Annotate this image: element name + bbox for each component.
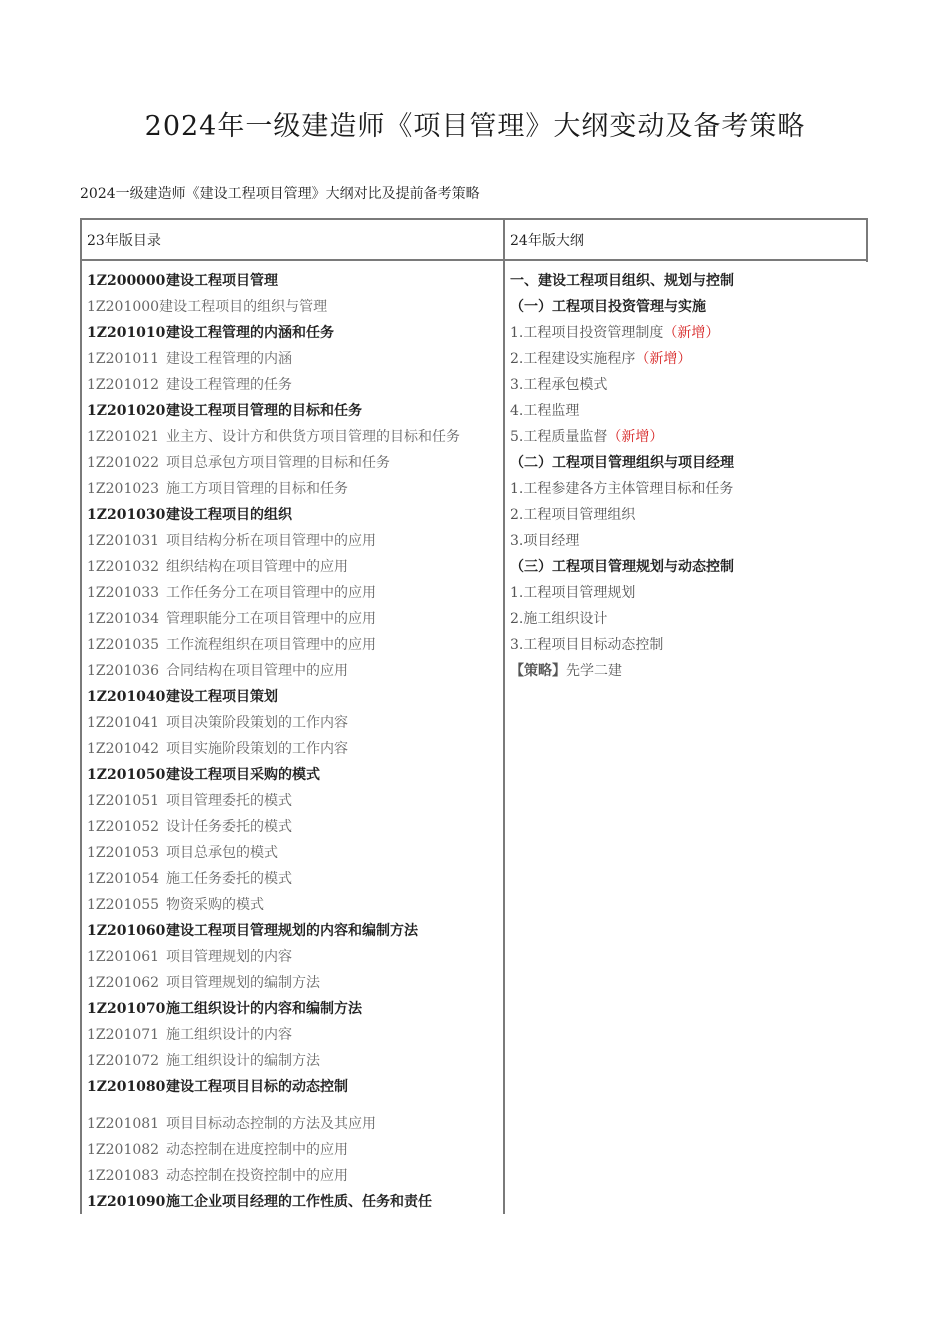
outline-row [510,606,734,632]
catalog-code: 1Z201022 [87,455,160,471]
table-right-border [866,218,868,262]
catalog-title: 项目实施阶段策划的工作内容 [166,741,348,757]
outline-item: （二）工程项目管理组织与项目经理 [510,455,734,471]
catalog-title: 动态控制在进度控制中的应用 [166,1142,348,1158]
catalog-row [87,450,460,476]
catalog-row [87,892,460,918]
catalog-title: 建设工程项目管理的目标和任务 [166,403,362,419]
comparison-table [80,218,868,1214]
catalog-row [87,658,460,684]
catalog-code: 1Z201071 [87,1027,160,1043]
catalog-title: 管理职能分工在项目管理中的应用 [166,611,376,627]
catalog-title: 业主方、设计方和供货方项目管理的目标和任务 [166,429,460,445]
catalog-code: 1Z200000 [87,273,166,289]
page-title: 2024年一级建造师《项目管理》大纲变动及备考策略 [144,111,806,142]
catalog-title: 项目总承包方项目管理的目标和任务 [166,455,390,471]
catalog-title: 项目决策阶段策划的工作内容 [166,715,348,731]
outline-item: 1.工程项目管理规划 [510,585,636,601]
outline-row [510,502,734,528]
catalog-title: 建设工程管理的内涵 [166,351,292,367]
outline-row [510,528,734,554]
new-item-tag: （新增） [663,325,720,341]
outline-row [510,450,734,476]
document-subtitle: 2024一级建造师《建设工程项目管理》大纲对比及提前备考策略 [80,186,480,202]
catalog-code: 1Z201062 [87,975,160,991]
catalog-row [87,502,460,528]
outline-item: 4.工程监理 [510,403,580,419]
catalog-code: 1Z201054 [87,871,160,887]
catalog-title: 施工组织设计的内容和编制方法 [166,1001,362,1017]
catalog-code: 1Z201055 [87,897,160,913]
catalog-code: 1Z201011 [87,351,160,367]
outline-item: 5.工程质量监督 [510,429,608,445]
catalog-title: 建设工程项目管理规划的内容和编制方法 [166,923,418,939]
catalog-title: 施工组织设计的内容 [166,1027,292,1043]
catalog-row [87,762,460,788]
catalog-row [87,580,460,606]
catalog-title: 施工方项目管理的目标和任务 [166,481,348,497]
catalog-title: 建设工程管理的内涵和任务 [166,325,334,341]
outline-row [510,476,734,502]
catalog-row [87,710,460,736]
catalog-title: 建设工程项目管理 [166,273,278,289]
catalog-title: 项目管理规划的内容 [166,949,292,965]
catalog-row [87,476,460,502]
outline-item: （一）工程项目投资管理与实施 [510,299,706,315]
catalog-title: 合同结构在项目管理中的应用 [166,663,348,679]
catalog-title: 施工组织设计的编制方法 [166,1053,320,1069]
catalog-title: 设计任务委托的模式 [166,819,292,835]
catalog-code: 1Z201000 [87,299,160,315]
strategy-text: 先学二建 [566,663,622,679]
table-column-divider [503,218,505,1214]
catalog-title: 动态控制在投资控制中的应用 [166,1168,348,1184]
outline-item: 2.工程建设实施程序 [510,351,636,367]
outline-item: 1.工程项目投资管理制度 [510,325,664,341]
catalog-row [87,424,460,450]
catalog-title: 项目总承包的模式 [166,845,278,861]
outline-item: 3.工程项目目标动态控制 [510,637,664,653]
catalog-row [87,866,460,892]
catalog-code: 1Z201036 [87,663,160,679]
table-top-border [80,218,868,220]
catalog-code: 1Z201035 [87,637,160,653]
strategy-label: 【策略】 [510,663,566,679]
new-item-tag: （新增） [607,429,664,445]
catalog-row [87,918,460,944]
catalog-title: 项目管理规划的编制方法 [166,975,320,991]
new-item-tag: （新增） [635,351,692,367]
catalog-title: 建设工程管理的任务 [166,377,292,393]
catalog-code: 1Z201051 [87,793,160,809]
catalog-code: 1Z201032 [87,559,160,575]
catalog-row [87,1074,460,1100]
outline-row [510,320,734,346]
outline-item: 3.工程承包模式 [510,377,608,393]
catalog-row [87,840,460,866]
catalog-row [87,372,460,398]
catalog-title: 建设工程项目采购的模式 [166,767,320,783]
right-column-2024 [510,268,734,684]
catalog-row [87,1163,460,1189]
outline-row [510,294,734,320]
header-2024-outline: 24年版大纲 [510,233,584,249]
catalog-row [87,398,460,424]
catalog-title: 施工企业项目经理的工作性质、任务和责任 [166,1194,432,1210]
catalog-row [87,1189,460,1215]
catalog-code: 1Z201053 [87,845,160,861]
catalog-row [87,554,460,580]
catalog-code: 1Z201090 [87,1194,166,1210]
catalog-code: 1Z201061 [87,949,160,965]
outline-item: 3.项目经理 [510,533,580,549]
catalog-code: 1Z201041 [87,715,160,731]
catalog-title: 建设工程项目目标的动态控制 [166,1079,348,1095]
catalog-title: 建设工程项目的组织与管理 [159,299,328,315]
table-header-divider [80,259,868,261]
catalog-title: 建设工程项目策划 [166,689,278,705]
catalog-row [87,1137,460,1163]
outline-row [510,580,734,606]
catalog-row [87,736,460,762]
catalog-code: 1Z201052 [87,819,160,835]
catalog-title: 项目管理委托的模式 [166,793,292,809]
catalog-code: 1Z201010 [87,325,166,341]
catalog-code: 1Z201082 [87,1142,160,1158]
catalog-row [87,684,460,710]
outline-row [510,268,734,294]
outline-item: 2.施工组织设计 [510,611,608,627]
outline-item: 1.工程参建各方主体管理目标和任务 [510,481,734,497]
outline-row [510,554,734,580]
catalog-row [87,632,460,658]
catalog-code: 1Z201034 [87,611,160,627]
outline-row [510,346,734,372]
catalog-row [87,944,460,970]
catalog-code: 1Z201081 [87,1116,160,1132]
catalog-row [87,346,460,372]
catalog-title: 物资采购的模式 [166,897,264,913]
outline-row [510,372,734,398]
catalog-code: 1Z201040 [87,689,166,705]
catalog-row [87,1022,460,1048]
outline-row [510,398,734,424]
catalog-title: 项目结构分析在项目管理中的应用 [166,533,376,549]
catalog-title: 项目目标动态控制的方法及其应用 [166,1116,376,1132]
table-left-border [80,218,82,1214]
header-2023-catalog: 23年版目录 [87,233,161,249]
catalog-code: 1Z201070 [87,1001,166,1017]
outline-item: 2.工程项目管理组织 [510,507,636,523]
catalog-code: 1Z201050 [87,767,166,783]
catalog-title: 工作流程组织在项目管理中的应用 [166,637,376,653]
catalog-code: 1Z201020 [87,403,166,419]
catalog-code: 1Z201080 [87,1079,166,1095]
catalog-code: 1Z201060 [87,923,166,939]
catalog-code: 1Z201021 [87,429,160,445]
catalog-row [87,970,460,996]
catalog-code: 1Z201012 [87,377,160,393]
catalog-code: 1Z201083 [87,1168,160,1184]
catalog-code: 1Z201072 [87,1053,160,1069]
catalog-row [87,606,460,632]
catalog-code: 1Z201042 [87,741,160,757]
left-column-2023 [87,268,460,1215]
catalog-row [87,268,460,294]
catalog-row [87,320,460,346]
catalog-code: 1Z201033 [87,585,160,601]
catalog-row [87,788,460,814]
outline-item: （三）工程项目管理规划与动态控制 [510,559,734,575]
catalog-title: 工作任务分工在项目管理中的应用 [166,585,376,601]
catalog-row [87,294,460,320]
catalog-code: 1Z201023 [87,481,160,497]
catalog-title: 施工任务委托的模式 [166,871,292,887]
catalog-title: 组织结构在项目管理中的应用 [166,559,348,575]
catalog-row [87,528,460,554]
catalog-title: 建设工程项目的组织 [166,507,292,523]
catalog-row [87,814,460,840]
outline-row [510,424,734,450]
outline-row [510,632,734,658]
strategy-note [510,658,734,684]
catalog-code: 1Z201031 [87,533,160,549]
catalog-row [87,1048,460,1074]
outline-item: 一、建设工程项目组织、规划与控制 [510,273,734,289]
catalog-row [87,1111,460,1137]
catalog-code: 1Z201030 [87,507,166,523]
catalog-row [87,996,460,1022]
